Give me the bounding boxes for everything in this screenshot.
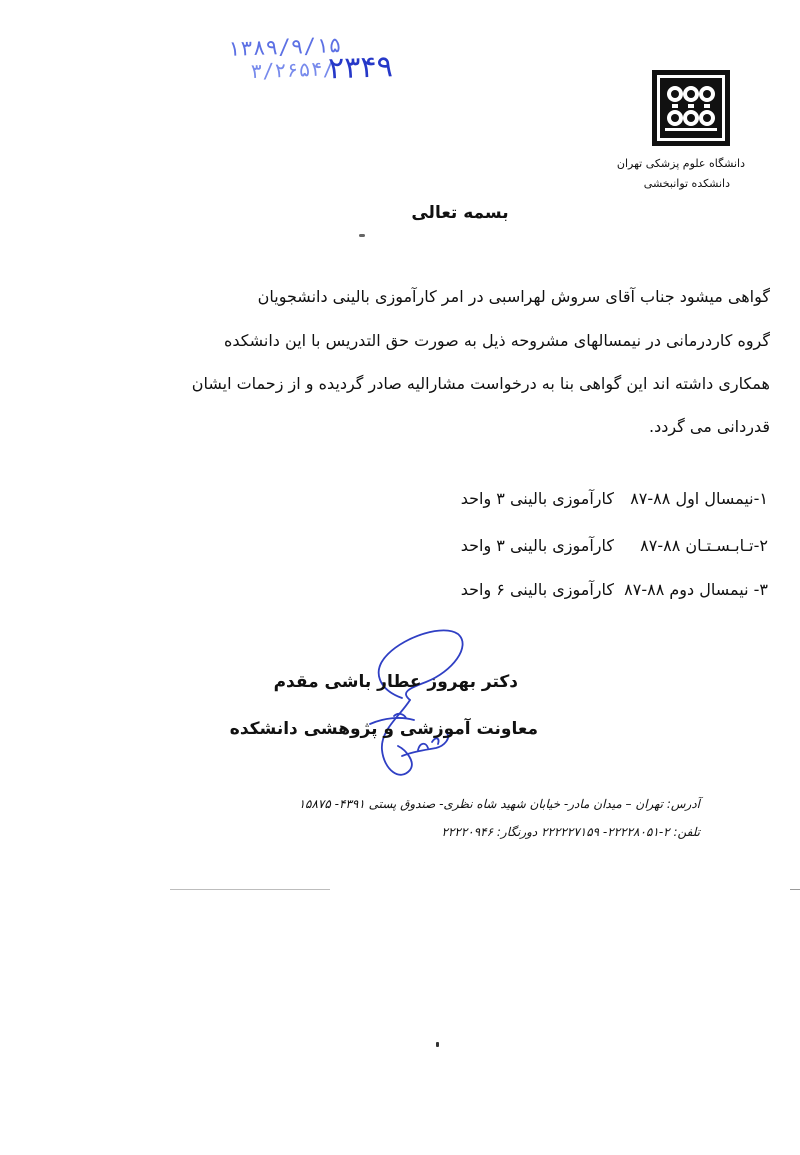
ink-speck [436,1042,439,1047]
heading-text: بسمه تعالی [411,203,509,223]
body-line-3: همکاری داشته اند این گواهی بنا به درخواست مشارالیه صادر گردیده و از زحمات ایشان [191,374,770,393]
university-name: دانشگاه علوم پزشکی تهران [616,157,745,170]
course-term: ۲-تـابـسـتـان ۸۸-۸۷ [640,536,768,555]
letter-heading [0,203,800,223]
signatory-name: دکتر بهروز عطار باشی مقدم [273,672,518,692]
signatory-title: معاونت آموزشی و پژوهشی دانشکده [229,719,538,739]
stamp-number: ۲۳۴۹ [327,49,394,87]
body-line-1: گواهی میشود جناب آقای سروش لهراسبی در امر کارآموزی بالینی دانشجویان [257,287,770,306]
course-item [430,580,768,602]
faculty-name: دانشکده توانبخشی [643,177,730,190]
course-item [430,536,768,558]
scan-line [170,889,330,890]
stamp-date: ۱۳۸۹/۹/۱۵ [227,32,342,61]
scan-line [790,889,800,890]
course-subject: کارآموزی بالینی ۳ واحد [460,489,614,508]
footer-address: آدرس: تهران – میدان مادر- خیابان شهید شاه نظری- صندوق پستی ۴۳۹۱- ۱۵۸۷۵ [298,797,700,811]
handwritten-signature [340,620,480,790]
course-subject: کارآموزی بالینی ۶ واحد [460,580,614,599]
course-item [430,489,768,511]
course-subject: کارآموزی بالینی ۳ واحد [460,536,614,555]
course-term: ۱-نیمسال اول ۸۸-۸۷ [630,489,768,508]
ink-speck [359,234,365,237]
tehran-university-medical-sciences-logo-icon [652,70,730,146]
body-line-2: گروه کاردرمانی در نیمسالهای مشروحه ذیل به صورت حق التدریس با این دانشکده [224,331,770,350]
stamp-reference: ۳/۲۶۵۴/ [249,56,336,84]
course-term: ۳- نیمسال دوم ۸۸-۸۷ [624,580,768,599]
footer-phones: تلفن: ۲-۲۲۲۲۸۰۵۱- ۲۲۲۲۲۷۱۵۹ دورنگار: ۲۲۲۲۰۹۴۶ [441,825,700,839]
body-line-4: قدردانی می گردد. [649,417,770,436]
registration-stamp [221,27,403,93]
